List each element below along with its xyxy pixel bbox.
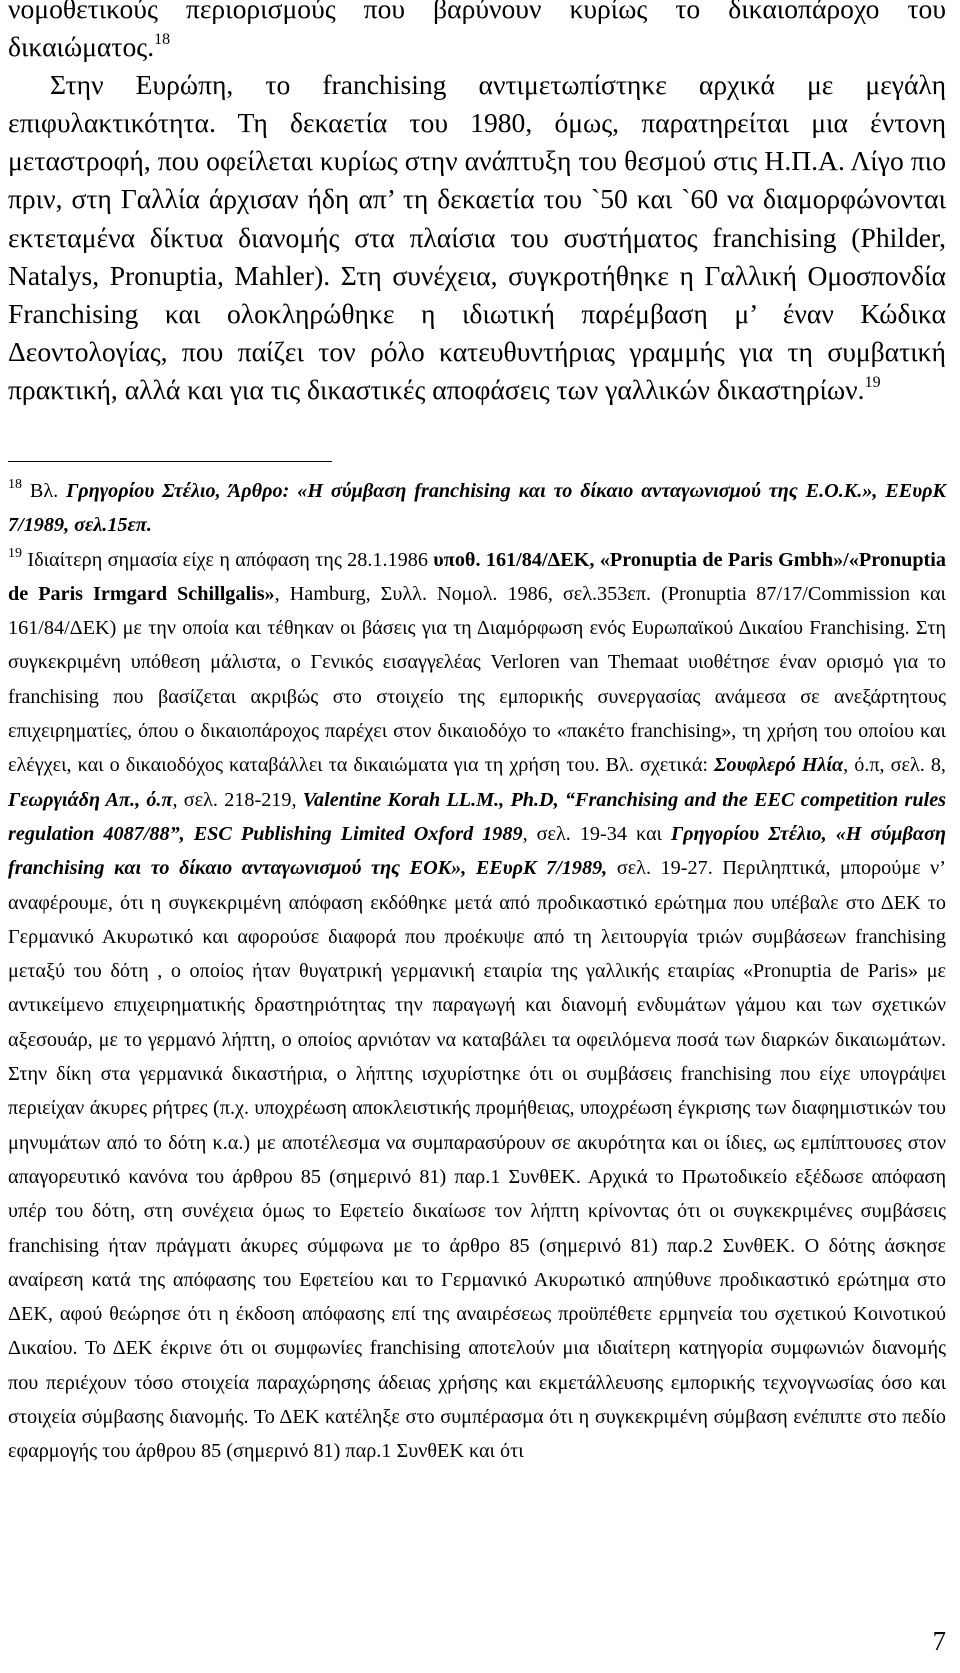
footnote-19-grigoriou-citation: Γρηγορίου Στέλιο, «Η σύμβαση franchising και το δίκαιο ανταγωνισμού της ΕΟΚ», ΕΕυρΚ 7/1989, bbox=[8, 822, 946, 880]
footnote-ref-18: 18 bbox=[154, 31, 171, 49]
footnote-19-author-souflero: Σουφλερό Ηλία bbox=[714, 754, 844, 777]
paragraph-2 bbox=[8, 66, 946, 409]
footnote-18 bbox=[8, 474, 946, 543]
footnote-separator bbox=[8, 461, 332, 462]
footnote-19-text-6: σελ. 19-27. Περιληπτικά, μπορούμε ν’ αναφέρουμε, ότι η συγκεκριμένη απόφαση εκδόθηκε μετά από προδικαστικό ερώτημα που υπέβαλε στο ΔΕΚ το Γερμανικό Ακυρωτικό και αφορούσε διαφορά που προέκυψε από τη λειτουργία τριών συμβάσεων franchising μεταξύ του δότη , ο οποίος ήταν θυγατρική γερμανική εταιρία της γαλλικής εταιρίας «Pronuptia de Paris» με αντικείμενο επιχειρηματικής δραστηριότητας την παραγωγή και διανομή ενδυμάτων γάμου και των σχετικών αξεσουάρ, με το γερμανό λήπτη, ο οποίος αρνιόταν να καταβάλει τα οφειλόμενα ποσά των διαρκών δικαιωμάτων. Στην δίκη στα γερμανικά δικαστήρια, ο λήπτης ισχυρίστηκε ότι οι συμβάσεις franchising που είχε υπογράψει περιείχαν άκυρες ρήτρες (π.χ. υποχρέωση αποκλειστικής προμήθειας, υποχρέωση έγκρισης των διαφημιστικών του μηνυμάτων από το δότη κ.α.) με αποτέλεσμα να συμπαρασύρουν σε ακυρότητα και οι ίδιες, ως εμπίπτουσες στον απαγορευτικό κανόνα του άρθρου 85 (σημερινό 81) παρ.1 ΣυνθΕΚ. Αρχικά το Πρωτοδικείο εξέδωσε απόφαση υπέρ του δότη, στη συνέχεια όμως το Εφετείο δικαίωσε τον λήπτη κρίνοντας ότι οι συγκεκριμένες συμβάσεις franchising ήταν πράγματι άκυρες σύμφωνα με το άρθρο 85 (σημερινό 81) παρ.2 ΣυνθΕΚ. Ο δότης άσκησε αναίρεση κατά της απόφασης του Εφετείου και το Γερμανικό Ακυρωτικό απηύθυνε προδικαστικό ερώτημα στο ΔΕΚ, αφού θεώρησε ότι η έκδοση απόφασης επί της αναιρέσεως προϋπέθετε ερμηνεία του σχετικού Κοινοτικού Δικαίου. Το ΔΕΚ έκρινε ότι οι συμφωνίες franchising αποτελούν μια ιδιαίτερη κατηγορία συμφωνιών διανομής που περιέχουν τόσο στοιχεία παραχώρησης άδειας χρήσης και εκμετάλλευσης εμπορικής τεχνογνωσίας όσο και στοιχεία σύμβασης διανομής. Το ΔΕΚ κατέληξε στο συμπέρασμα ότι η συγκεκριμένη σύμβαση ενέπιπτε στο πεδίο εφαρμογής του άρθρου 85 (σημερινό 81) παρ.1 ΣυνθΕΚ και ότι bbox=[8, 857, 946, 1463]
footnote-19-author-georgiadi: Γεωργιάδη Απ., ό.π bbox=[8, 788, 173, 811]
footnote-19-text-5: , σελ. 19-34 και bbox=[522, 822, 671, 845]
footnote-19-korah-citation: Valentine Korah LL.M., Ph.D, “Franchising and the EEC competition rules regulation 4087/88”, ESC Publishing Limited Oxford 1989 bbox=[8, 788, 947, 845]
paragraph-1-text: νομοθετικούς περιορισμούς που βαρύνουν κυρίως το δικαιοπάροχο του δικαιώματος. bbox=[8, 0, 946, 63]
footnote-18-citation: Γρηγορίου Στέλιο, Άρθρο: «Η σύμβαση franchising και το δίκαιο ανταγωνισμού της Ε.Ο.Κ.», ΕΕυρΚ 7/1989, σελ.15επ. bbox=[8, 480, 946, 537]
footnote-19 bbox=[8, 543, 946, 1469]
main-text bbox=[8, 0, 946, 409]
footnote-19-number: 19 bbox=[8, 545, 22, 561]
footnote-ref-19: 19 bbox=[864, 373, 881, 391]
footnote-18-lead: Βλ. bbox=[22, 480, 67, 502]
footnote-19-text-1: Ιδιαίτερη σημασία είχε η απόφαση της 28.1.1986 bbox=[22, 548, 434, 571]
paragraph-2-text: Στην Ευρώπη, το franchising αντιμετωπίστηκε αρχικά με μεγάλη επιφυλακτικότητα. Τη δεκαετία του 1980, όμως, παρατηρείται μια έντονη μεταστροφή, που οφείλεται κυρίως στην ανάπτυξη του θεσμού στις Η.Π.Α. Λίγο πιο πριν, στη Γαλλία άρχισαν ήδη απ’ τη δεκαετία του `50 και `60 να διαμορφώνονται εκτεταμένα δίκτυα διανομής στα πλαίσια του συστήματος franchising (Philder, Natalys, Pronuptia, Mahler). Στη συνέχεια, συγκροτήθηκε η Γαλλική Ομοσπονδία Franchising και ολοκληρώθηκε η ιδιωτική παρέμβαση μ’ έναν Κώδικα Δεοντολογίας, που παίζει τον ρόλο κατευθυντήριας γραμμής για τη συμβατική πρακτική, αλλά και για τις δικαστικές αποφάσεις των γαλλικών δικαστηρίων. bbox=[8, 69, 946, 405]
page-number: 7 bbox=[932, 1626, 946, 1656]
footnote-19-text-2: , Hamburg, Συλλ. Νομολ. 1986, σελ.353επ. (Pronuptia 87/17/Commission και 161/84/ΔΕΚ) με την οποία και τέθηκαν οι βάσεις για τη Διαμόρφωση ενός Ευρωπαϊκού Δικαίου Franchising. Στη συγκεκριμένη υπόθεση μάλιστα, ο Γενικός εισαγγελέας Verloren van Themaat υιοθέτησε έναν ορισμό για το franchising που βασίζεται ακριβώς στο στοιχείο της εμπορικής συνεργασίας ανάμεσα σε ανεξάρτητους επιχειρηματίες, όπου ο δικαιοπάροχος παρέχει στον δικαιοδόχο το «πακέτο franchising», τη χρήση του οποίου και ελέγχει, και ο δικαιοδόχος καταβάλλει τα δικαιώματα για τη χρήση του. Βλ. σχετικά: bbox=[8, 582, 946, 777]
paragraph-1 bbox=[8, 0, 946, 66]
footnote-19-case-title: υποθ. 161/84/ΔΕΚ, «Pronuptia de Paris Gmbh»/«Pronuptia de Paris Irmgard Schillgalis» bbox=[8, 548, 946, 605]
footnote-19-text-3: , ό.π, σελ. 8, bbox=[843, 754, 946, 777]
footnote-19-text-4: , σελ. 218-219, bbox=[172, 788, 303, 811]
footnote-18-number: 18 bbox=[8, 477, 22, 492]
footnotes bbox=[8, 474, 946, 1469]
